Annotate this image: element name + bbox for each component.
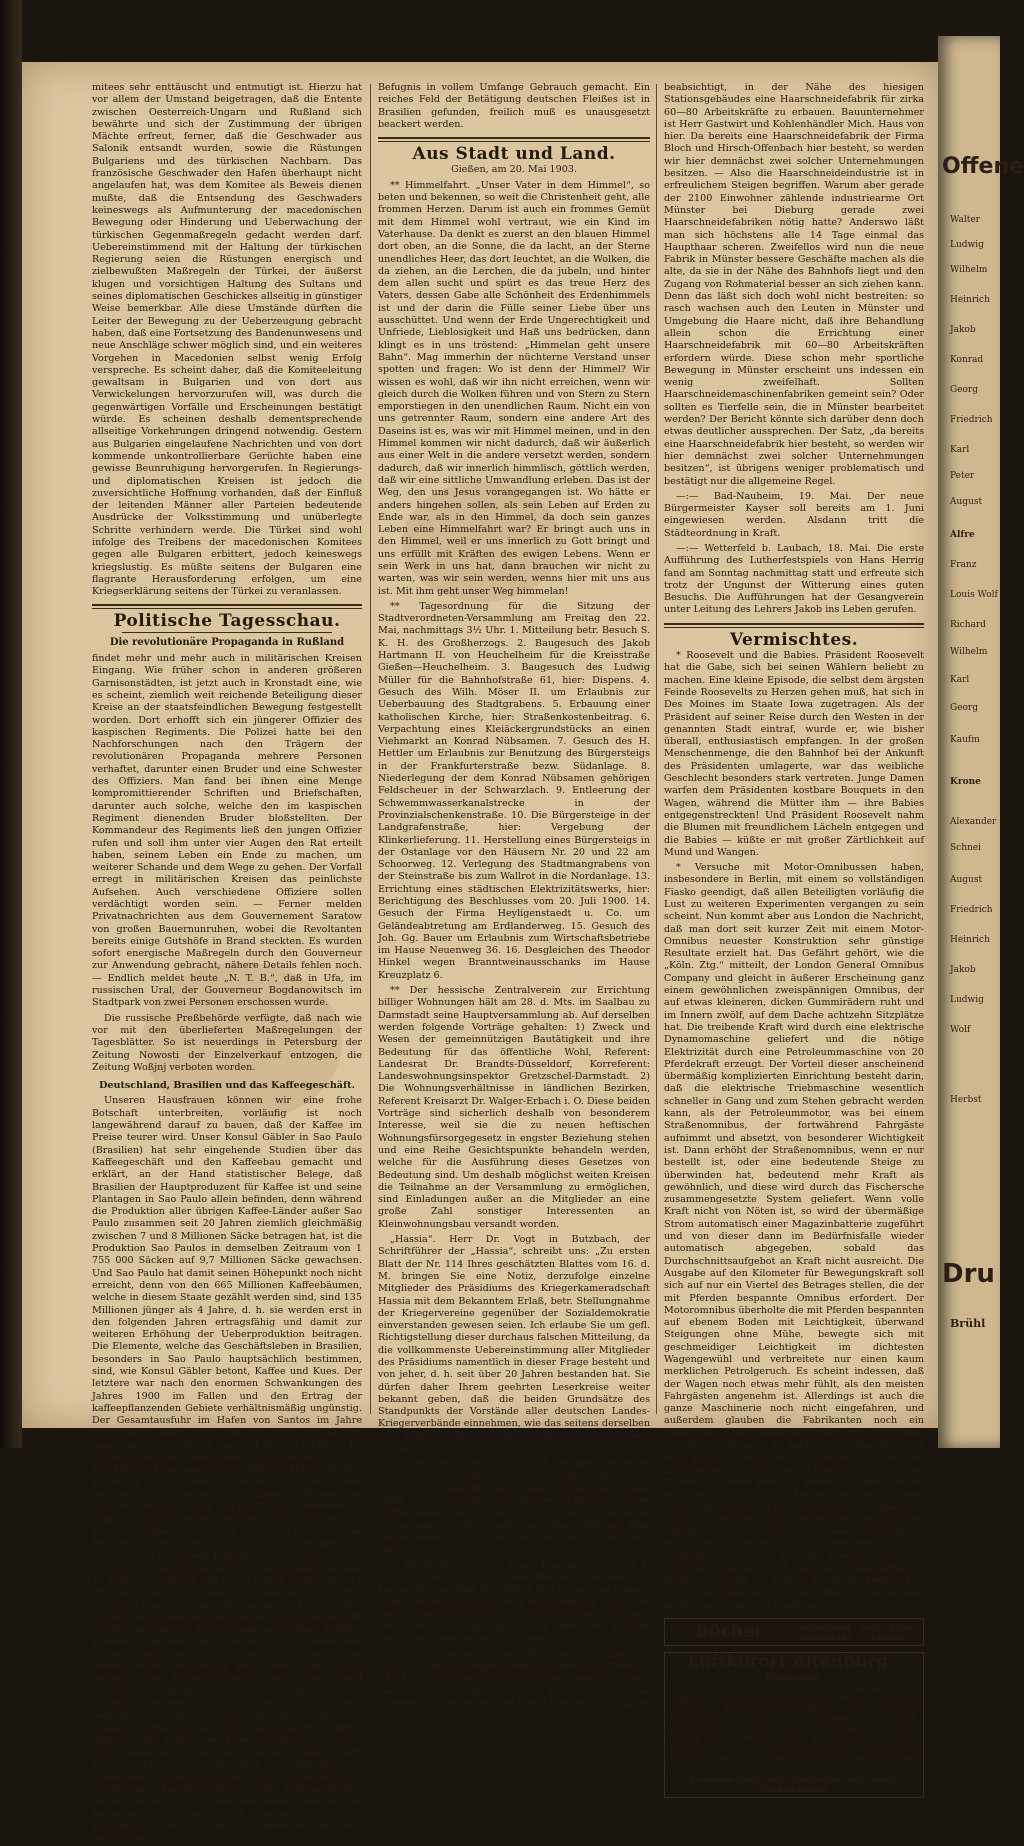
article-heading-propaganda: Die revolutionäre Propaganda in Rußland	[109, 636, 345, 648]
adjacent-page-fragment: Heinrich	[950, 935, 990, 945]
ad-title-buecher: Bücher	[695, 1622, 764, 1643]
adjacent-page-fragment: Louis Wolf	[950, 590, 998, 600]
adjacent-page-fragment: Alfre	[950, 530, 975, 540]
adjacent-page-fragment: Wilhelm	[950, 265, 988, 275]
section-divider	[378, 137, 650, 142]
column-rule	[656, 84, 657, 1414]
section-heading-politische-tagesschau: Politische Tagesschau.	[113, 611, 341, 632]
adjacent-page-fragment: Walter	[950, 215, 980, 225]
adjacent-page-fragment: Georg	[950, 385, 978, 395]
article-haarschneide: ** Haarschneidefabriken. Wir lesen im „Darmst. Tgbl.“ folgenden Originalartikel: Münster b. Dieburg, 14. Mai. In unserer an Industrie ziemlich armen Gegend wird demnächst ein neues industrielles Unternehmen erstehen. Die Firma Donner zu Frankfurt a. M.	[378, 1648, 650, 1722]
article-himmelfahrt: ** Himmelfahrt. „Unser Vater in dem Himmel“, so beten und bekennen, so weit die Christenheit geht, alle frommen Herzen. Darum ist auch ein frommes Gemüt mit dem Himmel wohl vertraut, wie ein Kind im Vaterhause. Da denkt es zuerst an den blauen Himmel dort oben, an die Sonne, die da lacht, an der Sterne unendliches Heer, das dort leuchtet, an die Wolken, die da ziehen, an die Lerchen, die da jubeln, und hinter dem allen sucht und spürt es das treue Herz des Vaters, dessen Gabe alle Schönheit des Erdenhimmels ist und der darin die Fülle seiner Liebe über uns ausschüttet. Und wenn der Erde Ungerechtigkeit und Unfriede, Lieblosigkeit und Haß uns bedrücken, dann klingt es in uns tröstend: „Himmelan geht unsere Bahn“. Mag immerhin der nüchterne Verstand unser spotten und fragen: Wo ist denn der Himmel? Wir wissen es wohl, daß wir ihn nicht erreichen, wenn wir gleich durch die Wolken führen und von Stern zu Stern emporstiegen in den unendlichen Raum. Nicht ein von uns getrennter Raum, sondern eine andere Art des Daseins ist es, was wir mit Himmel meinen, und in den Himmel kommen wir nicht dadurch, daß wir äußerlich aus einer Welt in die andere versetzt werden, sondern dadurch, daß wir innerlich himmlisch, göttlich werden, daß wir eine sittliche Umwandlung erleben. Das ist der Weg, den uns Jesus vorangegangen ist. Wo hätte er anders hingehen sollen, als sein Leben auf Erden zu Ende war, als in den Himmel, da doch sein ganzes Leben eine Himmelfahrt war? Er bringt auch uns in den Himmel, weil er uns innerlich zu Gott bringt und uns erfüllt mit Kräften des ewigen Lebens. Wenn er sein Werk in uns hat, dann brauchen wir nicht zu warten, was wir sein werden, wenns hier mit uns aus ist. Mit ihm geht unser Weg himmelan!	[378, 179, 650, 597]
ad-footer-altenburg: Kurverein Altenburg, Oberhessen, Stat. Alsfeld (Gießen-Fulda).	[688, 1773, 900, 1794]
article-continuation: mitees sehr enttäuscht und entmutigt ist. Hierzu hat vor allem der Umstand beigetragen, daß die Entente zwischen Oesterreich-Ungarn und Rußland sich bewährte und sich der Zustimmung der übrigen Mächte erfreut, ferner, daß die Geschwader aus Salonik entsandt wurden, sowie die Rüstungen Bulgariens und des türkischen Nachbarn. Das französische Geschwader den Hafen überhaupt nicht angelaufen hat, was dem Komitee als Beweis dienen mußte, daß die Entsendung des Geschwaders keineswegs als Aufmunterung der macedonischen Bewegung oder Hinderung und Ueberwachung der türkischen Gegenmaßregeln gedacht werden darf. Uebereinstimmend mit der Haltung der türkischen Regierung seien die Rüstungen energisch und zielbewußten Maßregeln der Türkei, der äußerst klugen und vorsichtigen Haltung des Sultans und seines diplomatischen Geschickes allseitig in günstiger Weise bemerkbar. Alle diese Umstände dürften die Leiter der Bewegung zu der Ueberzeugung gebracht haben, daß eine Fortsetzung des Bandenunwesens und neue Anschläge schwer möglich sind, und ein weiteres Vorgehen in Macedonien selbst wenig Erfolg verspreche. Es scheint daher, daß die Komiteeleitung gewaltsam in Bulgarien und von dort aus Verwickelungen hervorzurufen will, was durch die gegenwärtigen Vorfälle und Erscheinungen bestätigt würde. Es scheinen deshalb dementsprechende allseitige Vorkehrungen dringend notwendig. Gestern aus Bulgarien eingelaufene Nachrichten und von dort kommende unkontrollierbare Gerüchte haben eine gewisse Beunruhigung hervorgerufen. In Regierungs- und diplomatischen Kreisen ist jedoch die zuversichtliche Hoffnung vorhanden, daß der Einfluß der leitenden Männer aller Parteien bedeutende Ausdrücke der Volksstimmung und unüberlegte Schritte verhindern werde. Die Türkei sind wohl infolge des Treibens der macedonischen Komitees gegen alle Bulgaren erbittert, jedoch keineswegs kriegslustig. Es müßte seitens der Bulgaren eine flagrante Herausforderung erfolgen, um eine Kriegserklärung seitens der Türkei zu veranlassen.	[92, 82, 362, 598]
adjacent-page-fragment: Karl	[950, 445, 970, 455]
adjacent-page-fragment: Ludwig	[950, 995, 984, 1005]
adjacent-page-heading: Dru	[942, 1259, 995, 1289]
adjacent-page-fragment: Brühl	[950, 1317, 986, 1330]
adjacent-page-fragment: Karl	[950, 675, 970, 685]
advertisement-buecher	[664, 1618, 924, 1646]
newspaper-page	[22, 62, 938, 1845]
section-divider	[92, 604, 362, 609]
adjacent-page-fragment: Schnei	[950, 843, 982, 853]
adjacent-page-fragment: Jakob	[950, 325, 976, 335]
adjacent-page-fragment: Peter	[950, 471, 975, 481]
ad-title-altenburg: Luftkurort Altenburg	[688, 1652, 888, 1673]
article-tagesordnung: ** Tagesordnung für die Sitzung der Stadtverordneten-Versammlung am Freitag den 22. Mai, nachmittags 3½ Uhr. 1. Mitteilung betr. Besuch S. K. H. des Großherzogs. 2. Baugesuch des Jakob Hartmann II. von Heuchelheim für die Kreisstraße Gießen—Heuchelheim. 3. Baugesuch des Ludwig Müller für die Bahnhofstraße 61, hier: Dispens. 4. Gesuch des Wilh. Möser II. um Erlaubnis zur Ueberbauung des Stadtgrabens. 5. Erbauung einer katholischen Kirche, hier: Straßenkostenbeitrag. 6. Verpachtung eines Kleiäckergrundstücks an einen Viehmarkt an Konrad Nübsamen. 7. Gesuch des H. Hettler um Erlaubnis zur Benutzung des Bürgersteigs in der Frankfurterstraße bezw. Südanlage. 8. Niederlegung der dem Konrad Nübsamen gehörigen Feldscheuer in der Schwarzlach. 9. Entleerung der Schwemmwasserkanalstrecke in der Provinzialschenkenstraße. 10. Die Bürgersteige in der Landgrafenstraße, hier: Vergebung der Klinkerlieferung. 11. Herstellung eines Bürgersteigs in der Ostanlage vor den Häusern Nr. 20 und 22 am Schoorweg. 12. Verlegung des Stadtmangrabens von der Steinstraße bis zum Wallrot in die Nordanlage. 13. Errichtung eines städtischen Elektrizitätswerks, hier: Berichtigung des Beschlusses vom 20. Juli 1900. 14. Gesuch der Firma Heyligenstaedt u. Co. um Geländeabtretung am Erdlanderweg. 15. Gesuch des Joh. Gg. Bauer um Erlaubnis zum Wirtschaftsbetriebe im Hause Neuenweg 36. 16. Desgleichen des Theodor Hinkel wegen Branntweinausschanks im Hause Kreuzplatz 6.	[378, 600, 650, 981]
article-hassia-reply: Unsere Mitteilung in Nr. 114 beruhte auf einer Information von sehr vertrauenswürdiger Stelle, die sowohl uns bekannt, der „Hassia“ sogar recht nahe steht. Wir glauben daraus schließen zu dürfen, daß der Kyffhäuserbeschluß wenn auch die schließliche Zustimmung, so doch nicht die völlige Billigung aller maßgebenden Persönlichkeiten der „Hassia“ gefunden hat.	[378, 1458, 650, 1556]
adjacent-page-fragment: Richard	[950, 620, 986, 630]
article-body-press: Die russische Preßbehörde verfügte, daß nach wie vor mit den überlieferten Maßregelungen der Tagesblätter. So ist neuerdings in Petersburg der Zeitung Nowosti der Einzelverkauf entzogen, die Zeitung Woßjnj verboten worden.	[92, 1012, 362, 1073]
adjacent-page-fragment: Herbst	[950, 1095, 982, 1105]
adjacent-page-fragment: Ludwig	[950, 240, 984, 250]
adjacent-page-fragment: Wilhelm	[950, 647, 988, 657]
adjacent-page-fragment: Georg	[950, 703, 978, 713]
adjacent-page-fragment: Krone	[950, 777, 981, 787]
adjacent-page-fragment: Heinrich	[950, 295, 990, 305]
adjacent-page-heading: Offene	[942, 154, 1024, 179]
article-hassia: „Hassia“. Herr Dr. Vogt in Butzbach, der Schriftführer der „Hassia“, schreibt uns: „Zu ersten Blatt der Nr. 114 Ihres geschätzten Blattes vom 16. d. M. bringen Sie eine Notiz, derzufolge einzelne Mitglieder des Präsidiums des Kriegerkameradschaft Hassia mit dem Bekanntem Erlaß, betr. Stellungnahme der Kriegervereine gegenüber der Sozialdemokratie einverstanden gewesen seien. Ich erlaube Sie um gefl. Richtigstellung dieser durchaus falschen Mitteilung, da die vollkommenste Uebereinstimmung aller Mitglieder des Präsidiums namentlich in dieser Frage besteht und von jeher, d. h. seit über 20 Jahren bestanden hat. Sie dürfen daher Ihrem geehrten Leserkreise weiter bekannt geben, daß die beiden Grundsätze des Standpunkts der Vorstände aller deutschen Landes-Kriegerverbände einnehmen, wie das seitens derselben im Oktober 1901 auf dem Kyffhäuser beschlossen worden.“	[378, 1234, 650, 1455]
ad-side-label: Ende	[669, 1627, 690, 1637]
adjacent-page-fragment: Friedrich	[950, 905, 993, 915]
ad-body-altenburg: Idyllische Lage a. Nordabhang des Vogelsberges. Reichl. empfohl. Erholungsaufenthalt f. Sommerfrischler, Nervöse, Genesende. Staubfreie Spaziergänge in herrl. Laub- u. Nadelwäldern, ozonreiche tannenduftende Luft. Freundl. Verpflegung, gute Küche. Vorzügl. Trinkwasser, Milchkuren (frische Milch), Seebad im Fluß, Jagd, Fischerei, Badeort. Zur Station nur 1½ Std. gute Chaussee. Nähe d. Stadt Alsfeld (5 „hessische Rotenburg“, m. Sehenswürdigkeiten). Alt. Näh.	[669, 1683, 919, 1773]
column-right	[664, 82, 924, 1794]
adjacent-page-fragment: August	[950, 875, 983, 885]
article-nauheim: —:— Bad-Nauheim, 19. Mai. Der neue Bürgermeister Kayser soll bereits am 1. Juni eingewiesen werden. Alsdann tritt die Städteordnung in Kraft.	[664, 490, 924, 539]
dateline: Gießen, am 20. Mai 1903.	[450, 164, 578, 176]
column-left	[92, 82, 362, 1845]
article-continuation: Befugnis in vollem Umfange Gebrauch gemacht. Ein reiches Feld der Betätigung deutschen Fleißes ist in Brasilien gefunden, freilich muß es unausgesetzt beackert werden.	[378, 82, 650, 130]
adjacent-page-fragment: Wolf	[950, 1025, 971, 1035]
column-rule	[370, 84, 371, 1414]
section-heading-vermischtes: Vermischtes.	[729, 629, 859, 650]
article-heading-kaffee: Deutschland, Brasilien und das Kaffeegeschäft.	[99, 1080, 355, 1092]
article-zentralverein: ** Der hessische Zentralverein zur Errichtung billiger Wohnungen hält am 28. d. Mts. im Saalbau zu Darmstadt seine Hauptversammlung ab. Auf derselben werden folgende Vorträge gehalten: 1) Zweck und Wesen der gemeinnützigen Bautätigkeit und ihre Bedeutung für das öffentliche Wohl, Referent: Landesrat Dr. Brandts-Düsseldorf, Korreferent: Landeswohnungsinspektor Gretzschel-Darmstadt. 2) Die Wohnungsverhältnisse in ländlichen Bezirken, Referent Kreisarzt Dr. Walger-Erbach i. O. Diese beiden Vorträge sind sicherlich deshalb von besonderem Interesse, weil sie die zu neuen heftischen Wohnungsfürsorgegesetz in engster Beziehung stehen und eine Reihe Gesichtspunkte behandeln werden, welche für die Ausführung dieses Gesetzes von Bedeutung sind. Um deshalb möglichst weiten Kreisen die Teilnahme an der Versammlung zu ermöglichen, sind Einladungen außer an die Mitglieder an eine große Zahl sonstiger Interessenten an Kleinwohnungsbau versandt worden.	[378, 985, 650, 1230]
article-wetterfeld: —:— Wetterfeld b. Laubach, 18. Mai. Die erste Aufführung des Lutherfestspiels von Hans Herrig fand am Sonntag nachmittag statt und erfreute sich trotz der Ungunst der Witterung eines guten Besuchs. Die Aufführungen hat der Gesangverein unter Leitung des Lehrers Jakob ins Leben gerufen.	[664, 542, 924, 616]
adjacent-page-fragment: August	[950, 497, 983, 507]
article-body-propaganda: findet mehr und mehr auch in militärischen Kreisen Eingang. Wie früher schon in anderen größeren Garnisonstädten, ist jetzt auch in Kronstadt eine, wie es scheint, ziemlich weit reichende Beteiligung dieser Kreise an der staatsfeindlichen Bewegung festgestellt worden. Dort erhofft sich ein jüngerer Offizier des kaspischen Regiments. Die Polizei hatte bei den Nachforschungen nach den Trägern der revolutionären Propaganda mehrere Personen verhaftet, darunter einen Bruder und eine Schwester des Offiziers. Man fand bei ihnen eine Menge kompromittierender Schriften und Briefschaften, darunter auch solche, welche den im kaspischen Regiment dienenden Bruder bloßstellten. Der Kommandeur des Regiments ließ den jungen Offizier rufen und soll ihm unter vier Augen den Rat erteilt haben, seinem Leben ein Ende zu machen, um weiterer Schande und dem Wege zu gehen. Der Vorfall erregt in militärischen Kreisen das peinlichste Aufsehen. Auch verschiedene Offiziere sollen verdächtigt worden sein. — Ferner melden Privatnachrichten aus dem Gouvernement Saratow von großen Bauernunruhen, wobei die Revoltanten bereits einige Gutshöfe in Brand steckten. Es wurden sofort energische Maßregeln durch den Gouverneur zur Anwendung gebracht, nähere Details fehlen noch. — Endlich meldet heute „N. T. B.“, daß in Ufa, im russischen Ural, der Gouverneur Bogdanowitsch im Stadtpark von zwei Personen erschossen wurde.	[92, 653, 362, 1009]
ad-subtitle-altenburg: in Oberhessen.	[766, 1659, 900, 1682]
ad-antiquariat: Antiquariat Karl Köhler Hohestraße 58, Leipzig.	[799, 1622, 919, 1643]
advertisement-altenburg	[664, 1652, 924, 1798]
ad-kauft-liefert: kauft liefert	[769, 1622, 794, 1642]
adjacent-page-fragment: Friedrich	[950, 415, 993, 425]
adjacent-page-fragment: Jakob	[950, 965, 976, 975]
article-continuation: beabsichtigt, in der Nähe des hiesigen Stationsgebäudes eine Haarschneidefabrik für zirka 60—80 Arbeitskräfte zu erbauen. Bauunternehmer ist Herr Gastwirt und Kohlenhändler Mich. Haus von hier. Da bereits eine Haarschneidefabrik der Firma Bloch und Hirsch-Offenbach hier besteht, so werden wir hier demnächst zwei solcher Unternehmungen besitzen. — Also die Haarschneideindustrie ist in erfreulichem Steigen begriffen. Warum aber gerade der 2100 Einwohner zählende industriearme Ort Münster bei Dieburg gerade zwei Haarschneidefabriken nötig hatte? Anderswo läßt man sich höchstens alle 14 Tage einmal das Haupthaar scheren. Zweifellos wird nun die neue Fabrik in Münster bessere Geschäfte machen als die alte, da sie in der Nähe des Bahnhofs liegt und den Zugang von Rohmaterial besser an sich ziehen kann. Denn das läßt sich doch wohl nicht bestreiten: so rasch wachsen auch den Leuten in Münster und Umgebung die Haare nicht, daß ihre Behandlung allein schon die Errichtung einer Haarschneidefabrik mit 60—80 Arbeitskräften erfordern würde. Diese schon mehr sportliche Bewegung in Münster erscheint uns indessen ein wenig zweifelhaft. Sollten Haarschneidemaschinenfabriken gemeint sein? Oder sollten es Tierfelle sein, die in Münster bearbeitet werden? Der Bericht könnte sich darüber denn doch etwas deutlicher aussprechen. Der Satz, „da bereits eine Haarschneidefabrik hier besteht, so werden wir hier demnächst zwei solcher Unternehmungen besitzen“, ist übrigens weniger problematisch und bestätigt nur die allgemeine Regel.	[664, 82, 924, 487]
adjacent-page-fragment: Franz	[950, 560, 977, 570]
article-roosevelt: * Roosevelt und die Babies. Präsident Roosevelt hat die Gabe, sich bei seinen Wählern beliebt zu machen. Eine kleine Episode, die selbst dem ärgsten Feinde Roosevelts zu Herzen gehen muß, hat sich in Des Moines im Staate Iowa zugetragen. Als der Präsident auf seiner Reise durch den Westen in der genannten Stadt eintraf, wurde er, wie bisher überall, enthusiastisch empfangen. In der großen Menschenmenge, die den Bahnhof bei der Ankunft des Präsidenten umlagerte, war das weibliche Geschlecht besonders stark vertreten. Junge Damen warfen dem Präsidenten kostbare Bouquets in den Wagen, während die Mütter ihm — ihre Babies entgegenstreckten! Und Präsident Roosevelt nahm die Blumen mit freundlichem Lächeln entgegen und die Babies — küßte er mit großer Zärtlichkeit auf Mund und Wangen.	[664, 650, 924, 858]
article-motor-omnibus: * Versuche mit Motor-Omnibussen haben, insbesondere in Berlin, mit einem so vollständigen Fiasko geendigt, daß allen Beteiligten vorläufig die Lust zu weiteren Experimenten vergangen zu sein scheint. Nun kommt aber aus London die Nachricht, daß man dort seit kurzer Zeit mit einem Motor-Omnibus neuester Konstruktion sehr günstige Resultate erzielt hat. Das Gefährt gehört, wie die „Köln. Ztg.“ mitteilt, der London General Omnibus Company und gleicht in äußerer Erscheinung ganz einem gewöhnlichen zweispännigen Omnibus, der auf etwas kleineren, dicken Gummirädern ruht und im Innern zwölf, auf dem Dache achtzehn Sitzplätze hat. Die treibende Kraft wird durch eine elektrische Dynamomaschine geliefert und die nötige Elektrizität durch eine Petroleummaschine von 20 Pferdekraft erzeugt. Der Vorteil dieser anscheinend übermäßig komplizierten Einrichtung besteht darin, daß die elektrische Triebmaschine wesentlich schneller in Gang und zum Stehen gebracht werden kann, als der Petroleummotor, was bei einem Straßenomnibus, der fortwährend Fahrgäste aufnimmt und absetzt, von besonderer Wichtigkeit ist. Dann erhöht der Straßenomnibus, wenn er nur bestellt ist, oder eine bedeutende Steige zu überwinden hat, bedeutend mehr Kraft als gewöhnlich, und diese wird durch das Fischersche zusammengesetzte System geliefert. Wenn volle Kraft nicht von Nöten ist, so wird der übermäßige Strom automatisch einer Magazinbatterie zugeführt und von dieser dann im Bedürfnisfalle wieder automatisch abgegeben, sobald das Durchschnittsaufgebot an Kraft nicht ausreicht. Die Ausgabe auf den Kilometer für Bewegungskraft soll sich auf nur ein Viertel des Betrages stellen, die der mit Pferden bespannte Omnibus erfordert. Der Motoromnibus überholte die mit Pferden bespannten auf ebenem Boden mit Leichtigkeit, überwand Steigungen ohne Mühe, bewegte sich mit geschmeidiger Leichtigkeit im dichtesten Wagengewühl und verbreitete nur einen kaum merklichen Petrolgeruch. Es scheint indessen, daß der Wagen noch etwas mehr fühlt, als den meisten Fahrgästen angenehm ist. Allerdings ist auch die ganze Maschinerie noch nicht eingefahren, und außerdem glauben die Fabrikanten noch ein Ziemliches in der Federeinrichtung tun zu können, um dieses Vibrieren zu mildern. — Jedenfalls wird man auch in deutschen Großstädten gut tun, die Erfahrungen, die in London mit den Motoromnibussen gemacht werden, aufmerksam zu verfolgen. Sollte sich in London das beschriebene System bewähren, so ist zu erwarten, daß man sich auch in anderen Großstädten dem automobilen Omnibus zuwendet. Denn das dieses Fahrzeug für den Straßenverkehr zum mindesten nicht gefährlicher ist als das mit Pferden gezogene Fuhrwerk, hat sich z. B. bei den Probefahrten in Berlin, wo sogar die Polizei die große Lenkbarkeit und Bremsfähigkeit solcher Wagen anerkennen mußte, mit Sicherheit ergeben.	[664, 862, 924, 1611]
adjacent-page-fragment: Konrad	[950, 355, 984, 365]
heading-underline	[122, 632, 332, 633]
section-heading-aus-stadt-und-land: Aus Stadt und Land.	[412, 144, 616, 165]
adjacent-page-fragment: Kaufm	[950, 735, 980, 745]
article-diebstahl: ** Ein Diebstahl wurde dieser Tage beim Gastwirt A. in Klein-Linden verübt. Zwei Männer entnahmen in kurzer Abwesenheit des Wirtes der Kasse eine Summe Geld, desgleichen rasch und verschwanden. Der Wirt merkte aber alsbald die Tat und nahm die Verfolgung der Diebe auf. Es gelang ihm, sie einzuholen und zur Herausgabe des Geldes zu bringen.	[378, 1559, 650, 1645]
book-spine	[0, 0, 22, 1448]
article-body-kaffee: Unseren Hausfrauen können wir eine frohe Botschaft unterbreiten, vorläufig ist noch langewährend darauf zu bauen, daß der Kaffee im Preise teurer wird. Unser Konsul Gäbler in Sao Paulo (Brasilien) hat sehr eingehende Studien über das Kaffeegeschäft und den Kaffeebau gemacht und erklärt, an der Hand statistischer Belege, daß Brasilien der Hauptproduzent für Kaffee ist und seine Plantagen in Sao Paulo allein befinden, denn während die Produktion aller übrigen Kaffee-Länder außer Sao Paulo zusammen seit 20 Jahren ziemlich gleichmäßig zwischen 7 und 8 Millionen Säcke betragen hat, ist die Produktion Sao Paulos in demselben Zeitraum von 1 755 000 Säcken auf 9,7 Millionen Säcke gewachsen. Und Sao Paulo hat damit seinen Höhepunkt noch nicht erreicht, denn von den 665 Millionen Kaffeebäumen, welche in diesem Staate gezählt werden sind, sind 135 Millionen jünger als 4 Jahre, d. h. sie werden erst in den folgenden Jahren ertragsfähig und damit zur weiteren Erhöhung der Ueberproduktion beitragen. Die Elemente, welche das Geschäftsleben in Brasilien, besonders in Sao Paulo hauptsächlich bestimmen, sind, wie Konsul Gäbler betont, Kaffee und Kues. Der letztere war nach den enormen Schwankungen des Jahres 1900 im Fallen und den Ertrag der kaffeepflanzenden Gebiete verhältnismäßig ungünstig. Der Gesamtausfuhr im Hafen von Santos im Jahre 1901 hatte einen Wert von 291 774 103 Milreis gegenüber einem Werte von 304 999 917 Milreis im Vorjahre; hiervon kamen allein auf den Kaffee 287 235 498 Milreis; hinzu kamen noch 488 856 Milreis für den Kaffee in Schale und 59 Milreis für den Kaffee geröstet. Der Kaffee stellt also allein 98 Prozent der Gesamtausfuhr dar. Was nun die Einfuhr anbetrifft, so kann es uns Deutsche erfreuen, daß wir auch in Brasilien immer festeren Fuß fassen. In der Reihe der Herkunftsländer steht nämlich Großbritannien an erster Stelle mit einem Einfuhrwerte von fast 14 000 Contos de Reis, demnächst folgt Deutschland mit fast 11 000, Argentinien mit fast 13 000, Italien mit 11 000, die Vereinigten Staaten von Amerika mit 10 000, Portugal, Frankreich und Belgien mit je 4500. In den Artikeln der Eisenindustrie, welche gegen bar gekauft werden, konkurriert Deutschland mit großem Erfolge. Eiserne Scharniere kamen früher aus den Vereinigten Staaten, jetzt aus Deutschland; Vorlegeschlösser lieferte früher Frankreich, jetzt Deutschland. Auch bezüglich der Manufakturwaren geht Deutschland vorwärts. Strümpfe werden ausschließlich aus Chemnitz bezogen. Eine in deutschen Händen befindliche Glashütte, welche im Jahre 1900 erst wieder eröffnet worden war, hat gute Fortschritte gemacht. Sie hatte eine Tagesproduktion von etwa 3000 Kilogramm. An Gegenständen liefert jetzt Deutschland Arzneiflaschen, Weinflaschen, Trinkgläser, Kompottschalen. Die Arbeiterfrage, welche der Landwirtschaft große Schwierigkeiten bereitet hatte, ist in genügender Weise geregelt. Die Regierung war ermächtigt worden, 50 000 Einwanderer auf Staatskosten einzuführen und von den Geldern	[92, 1095, 362, 1845]
adjacent-page	[938, 36, 1024, 1448]
section-divider	[664, 623, 924, 628]
adjacent-page-fragment: Alexander	[950, 817, 997, 827]
column-middle	[378, 82, 650, 1722]
